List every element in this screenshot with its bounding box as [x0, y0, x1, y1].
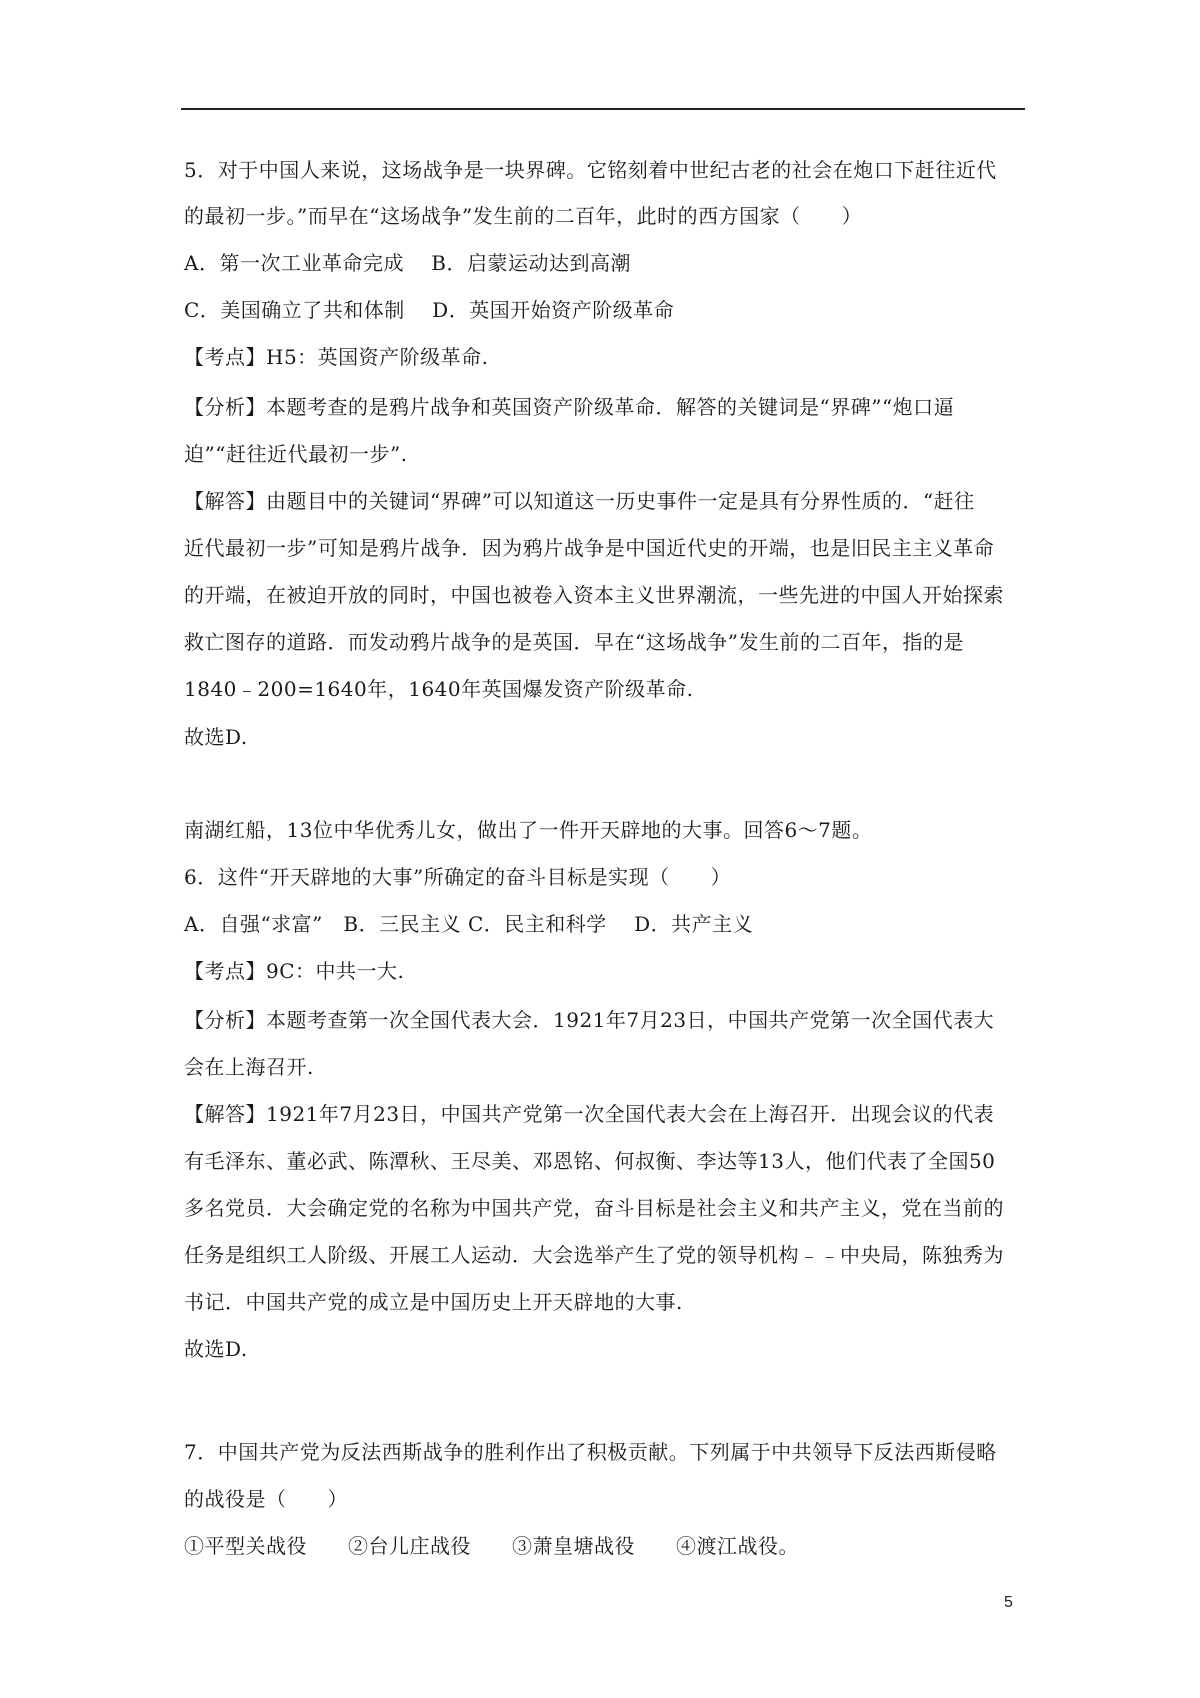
q6-options: A．自强“求富” B．三民主义 C．民主和科学 D．共产主义 [184, 912, 754, 936]
q7-stem-line-1: 7．中国共产党为反法西斯战争的胜利作出了积极贡献。下列属于中共领导下反法西斯侵略 [184, 1440, 997, 1464]
q5-options-line-2: C．美国确立了共和体制 D．英国开始资产阶级革命 [184, 298, 675, 322]
q6-answer: 故选D. [184, 1337, 248, 1361]
q5-jieda-line-2: 近代最初一步”可知是鸦片战争．因为鸦片战争是中国近代史的开端，也是旧民主主义革命 [184, 536, 995, 560]
q5-jieda-line-3: 的开端，在被迫开放的同时，中国也被卷入资本主义世界潮流，一些先进的中国人开始探索 [184, 583, 1004, 607]
q5-fenxi-line-1: 【分析】本题考查的是鸦片战争和英国资产阶级革命．解答的关键词是“界碑”“炮口逼 [184, 395, 955, 419]
q5-answer: 故选D. [184, 725, 248, 749]
q5-jieda-line-4: 救亡图存的道路．而发动鸦片战争的是英国．早在“这场战争”发生前的二百年，指的是 [184, 630, 964, 654]
q6-jieda-line-3: 多名党员．大会确定党的名称为中国共产党，奋斗目标是社会主义和共产主义，党在当前的 [184, 1196, 1004, 1220]
q5-stem-line-1: 5．对于中国人来说，这场战争是一块界碑。它铭刻着中世纪古老的社会在炮口下赶往近代 [184, 158, 997, 182]
q7-items: ①平型关战役 ②台儿庄战役 ③萧皇塘战役 ④渡江战役。 [184, 1534, 799, 1558]
q6-jieda-line-4: 任务是组织工人阶级、开展工人运动．大会选举产生了党的领导机构﹣﹣中央局，陈独秀为 [184, 1243, 1004, 1267]
q6-jieda-line-2: 有毛泽东、董必武、陈潭秋、王尽美、邓恩铭、何叔衡、李达等13人，他们代表了全国50 [184, 1149, 996, 1173]
q6-kaodian: 【考点】9C：中共一大. [184, 959, 405, 983]
header-rule [181, 108, 1025, 110]
q6-jieda-line-5: 书记．中国共产党的成立是中国历史上开天辟地的大事. [184, 1290, 683, 1314]
q5-fenxi-line-2: 迫”“赶往近代最初一步”. [184, 442, 408, 466]
q5-jieda-line-1: 【解答】由题目中的关键词“界碑”可以知道这一历史事件一定是具有分界性质的．“赶往 [184, 489, 975, 513]
q7-stem-line-2: 的战役是（ ） [184, 1487, 348, 1511]
page-number: 5 [1004, 1594, 1013, 1611]
intro-6-7: 南湖红船，13位中华优秀儿女，做出了一件开天辟地的大事。回答6～7题。 [184, 818, 873, 842]
q6-fenxi-line-1: 【分析】本题考查第一次全国代表大会．1921年7月23日，中国共产党第一次全国代表大 [184, 1008, 995, 1032]
q5-kaodian: 【考点】H5：英国资产阶级革命. [184, 345, 489, 369]
q5-stem-line-2: 的最初一步。”而早在“这场战争”发生前的二百年，此时的西方国家（ ） [184, 204, 863, 228]
q5-options-line-1: A．第一次工业革命完成 B．启蒙运动达到高潮 [184, 251, 631, 275]
q5-jieda-line-5: 1840﹣200=1640年，1640年英国爆发资产阶级革命. [184, 677, 694, 701]
q6-jieda-line-1: 【解答】1921年7月23日，中国共产党第一次全国代表大会在上海召开．出现会议的代表 [184, 1102, 995, 1126]
q6-stem: 6．这件“开天辟地的大事”所确定的奋斗目标是实现（ ） [184, 865, 732, 889]
q6-fenxi-line-2: 会在上海召开. [184, 1055, 314, 1079]
